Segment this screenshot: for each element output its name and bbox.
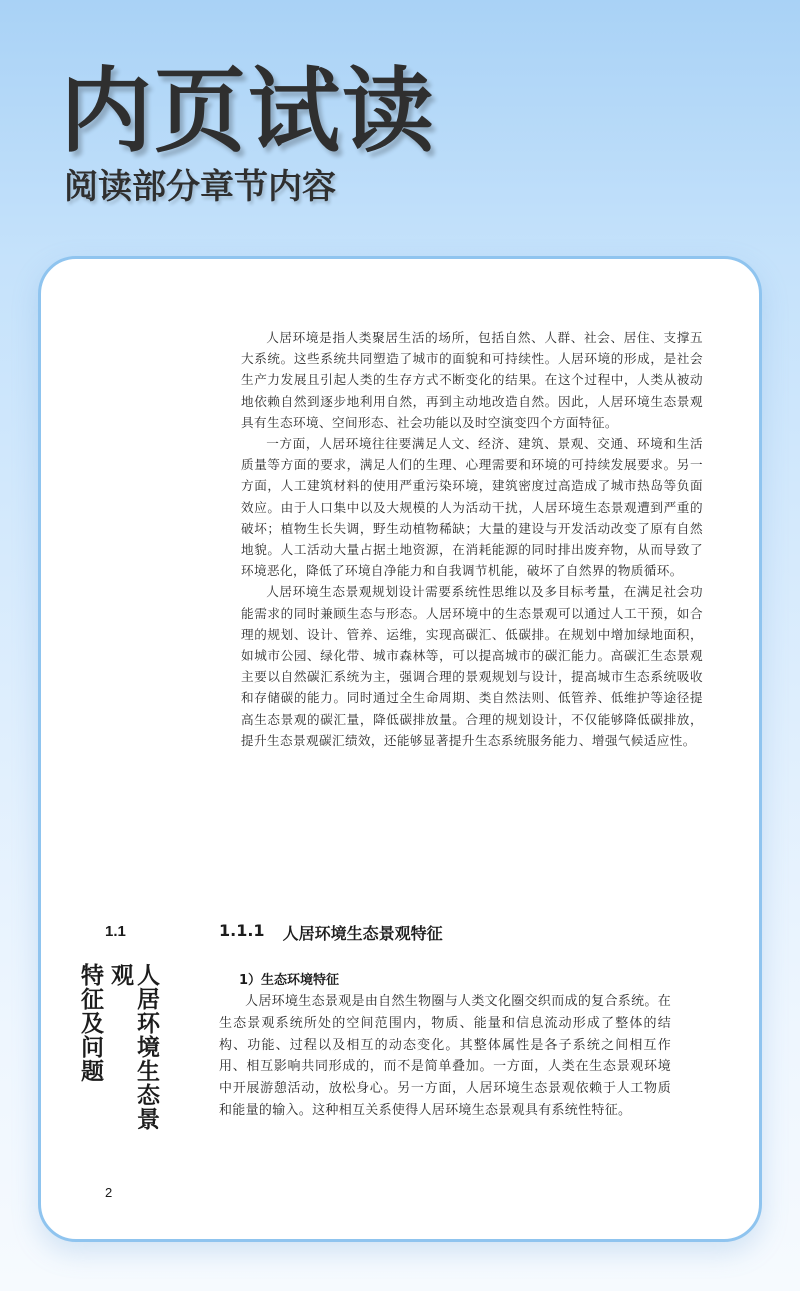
subsection-paragraph: 人居环境生态景观是由自然生物圈与人类文化圈交织而成的复合系统。在生态景观系统所处的空间范围内，物质、能量和信息流动形成了整体的结构、功能、过程以及相互的动态变化。其整体属性是各子系统之间相互作用、相互影响共同形成的，而不是简单叠加。一方面，人类在生态景观环境中开展游憩活动，放松身心。另一方面，人居环境生态景观依赖于人工物质和能量的输入。这种相互关系使得人居环境生态景观具有系统性特征。	[219, 994, 671, 1118]
section-title: 人居环境生态景观特征	[282, 924, 443, 943]
body-paragraph-3: 人居环境生态景观规划设计需要系统性思维以及多目标考量，在满足社会功能需求的同时兼顾生态与形态。人居环境中的生态景观可以通过人工干预，如合理的规划、设计、管养、运维，实现高碳汇、低碳排。在规划中增加绿地面积，如城市公园、绿化带、城市森林等，可以提高城市的碳汇能力。高碳汇生态景观主要以自然碳汇系统为主，强调合理的景观规划与设计，提高城市生态系统吸收和存储碳的能力。同时通过全生命周期、类自然法则、低管养、低维护等途径提高生态景观的碳汇量，降低碳排放量。合理的规划设计，不仅能够降低碳排放，提升生态景观碳汇绩效，还能够显著提升生态系统服务能力、增强气候适应性。	[241, 584, 703, 748]
page-number: 2	[105, 1185, 113, 1200]
hero-title: 内页试读	[60, 58, 437, 165]
body-paragraph-1: 人居环境是指人类聚居生活的场所，包括自然、人群、社会、居住、支撑五大系统。这些系统共同塑造了城市的面貌和可持续性。人居环境的形成，是社会生产力发展且引起人类的生存方式不断变化的结果。在这个过程中，人类从被动地依赖自然到逐步地利用自然，再到主动地改造自然。因此，人居环境生态景观具有生态环境、空间形态、社会功能以及时空演变四个方面特征。	[241, 330, 703, 430]
subsection-heading: 1）生态环境特征	[239, 973, 340, 988]
chapter-number: 1.1	[105, 923, 126, 940]
chapter-title-line-1: 人居环境生态景观	[107, 963, 159, 1131]
section-number: 1.1.1	[219, 921, 265, 940]
body-text	[241, 327, 703, 751]
section-heading	[219, 921, 443, 944]
page-preview-card	[38, 256, 762, 1242]
subsection-text	[219, 991, 671, 1122]
hero-subtitle: 阅读部分章节内容	[64, 167, 336, 207]
chapter-title-line-2: 特征及问题	[77, 963, 103, 1083]
chapter-title	[77, 963, 159, 1143]
body-paragraph-2: 一方面，人居环境往往要满足人文、经济、建筑、景观、交通、环境和生活质量等方面的要求，满足人们的生理、心理需要和环境的可持续发展要求。另一方面，人工建筑材料的使用严重污染环境，建筑密度过高造成了城市热岛等负面效应。由于人口集中以及大规模的人为活动干扰，人居环境生态景观遭到严重的破坏；植物生长失调，野生动植物稀缺；大量的建设与开发活动改变了原有自然地貌。人工活动大量占据土地资源，在消耗能源的同时排出废弃物，从而导致了环境恶化，降低了环境自净能力和自我调节机能，破坏了自然界的物质循环。	[241, 436, 703, 579]
